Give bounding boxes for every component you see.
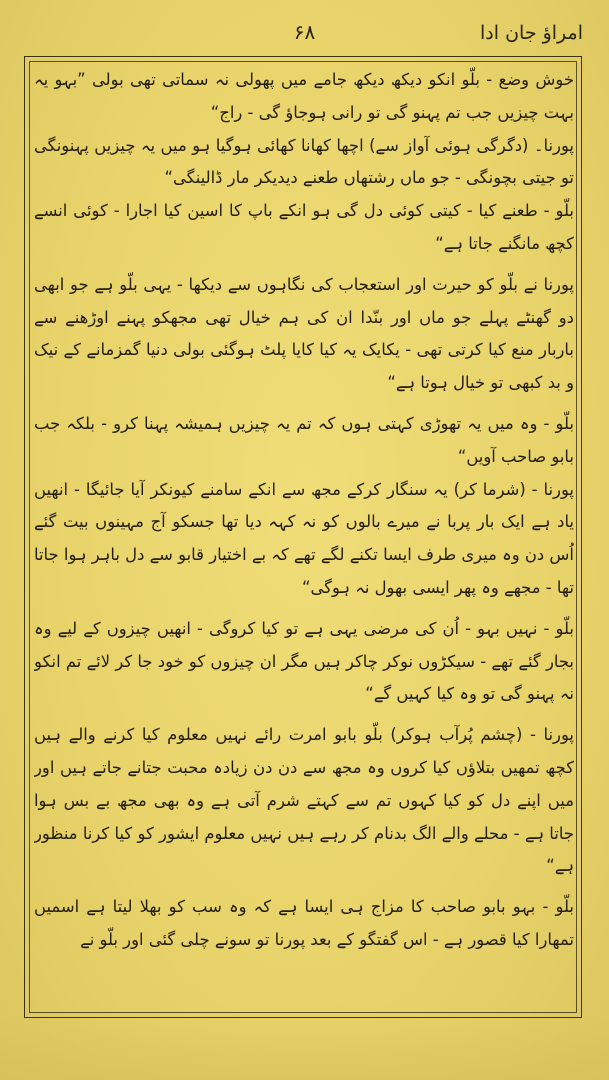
page-number: ۶۸ [293,20,316,44]
page-bottom-margin [0,1016,609,1080]
paragraph-7: بلّو - نہیں بہو - اُن کی مرضی یہی ہے تو کیا کروگی - انھیں چیزوں کے لیے وہ بجار گئے تھے - سیکڑوں نوکر چاکر ہیں مگر ان چیزوں کو خود جا کر لائے تم انکو نہ پہنو گی تو وہ کیا کہیں گے“ [34,618,574,704]
paragraph-1: خوش وضع - بلّو انکو دیکھ دیکھ جامے میں پھولی نہ سماتی تھی بولی ”بہو یہ بہت چیزیں جب تم پہنو گی تو رانی ہوجاؤ گی - راج“ [34,70,574,122]
paragraph-4: پورنا نے بلّو کو حیرت اور استعجاب کی نگاہوں سے دیکھا - یہی بلّو ہے جو ابھی دو گھنٹے پہلے جو ماں اور بنّدا ان کی ہم خیال تھی مجھکو پہنے اوڑھنے سے باربار منع کیا کرتی تھی - یکایک یہ کیا کایا پلٹ ہوگئی بولی دنیا گمزمانے کے نیک و بد کبھی تو خیال ہوتا ہے“ [34,274,574,393]
page-body-text [34,64,574,1004]
paragraph-9: بلّو - بہو بابو صاحب کا مزاج ہی ایسا ہے کہ وہ سب کو بھلا لیتا ہے اسمیں تمھارا کیا قصور ہے - اس گفتگو کے بعد پورنا تو سونے چلی گئی اور بلّو نے [34,897,574,949]
running-title: امراؤ جان ادا [480,22,583,44]
page-header [20,18,589,54]
paragraph-2: پورنا۔ (دگرگی ہوئی آواز سے) اچھا کھانا کھائی ہوگیا ہو میں یہ چیزیں پہنونگی تو جیتی بچونگی - جو ماں رشتھاں طعنے دیدیکر مار ڈالینگی“ [34,135,574,188]
paragraph-3: بلّو - طعنے کیا - کیتی کوئی دل گی ہو انکے باپ کا اسین کیا اجارا - کوئی انسے کچھ مانگنے جاتا ہے“ [34,201,574,253]
paragraph-6: پورنا - (شرما کر) یہ سنگار کرکے مجھ سے انکے سامنے کیونکر آیا جائیگا - انھیں یاد ہے ایک بار پربا نے میرے بالوں کو نہ کہہ دیا تھا جسکو آج مہینوں بیت گئے اُس دن وہ میری طرف ایسا تکنے لگے تھے کہ بے اختیار قابو سے دل باہر ہوا جاتا تھا - مجھے وہ پھر ایسی بھول نہ ہوگی“ [34,479,574,597]
paragraph-5: بلّو - وہ میں یہ تھوڑی کہتی ہوں کہ تم یہ چیزیں ہمیشہ پہنا کرو - بلکہ جب بابو صاحب آویں“ [34,413,574,466]
paragraph-8: پورنا - (چشم پُرآب ہوکر) بلّو بابو امرت رائے نہیں معلوم کیا کرنے والے ہیں کچھ تمھیں بتلاؤں کیا کروں وہ مجھ سے دن دن زیادہ محبت جتانے جاتے ہیں اور میں اپنے دل کو کیا کہوں تم سے کہتے شرم آتی ہے وہ بھی مجھ بے بس ہوا جاتا ہے - محلے والے الگ بدنام کر رہے ہیں نہیں معلوم ایشور کو کیا کرنا منظور ہے“ [34,725,574,876]
